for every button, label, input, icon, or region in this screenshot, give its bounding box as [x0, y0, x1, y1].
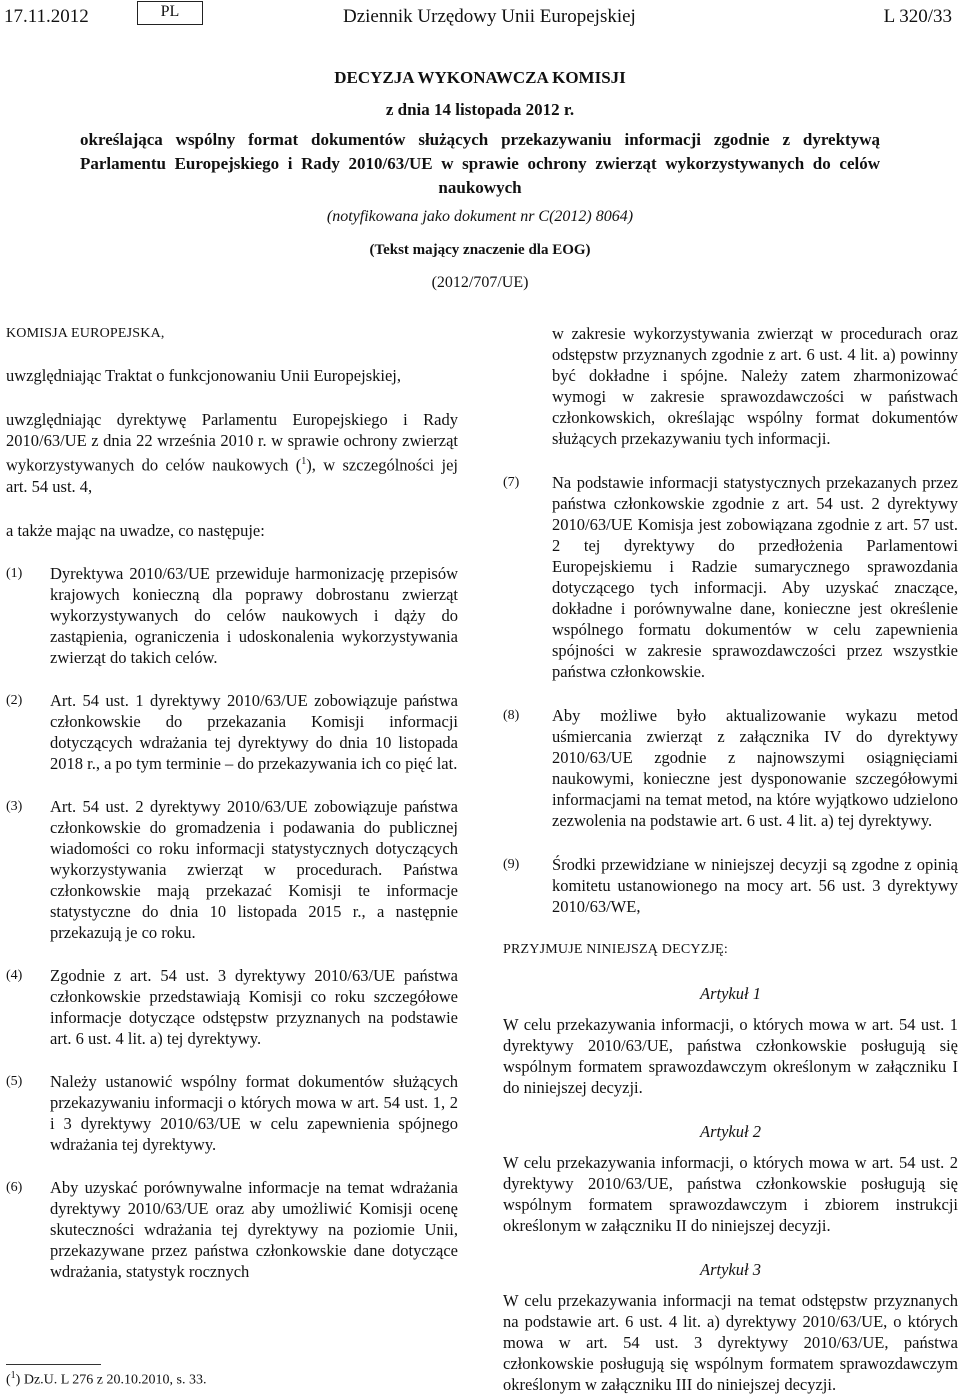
- recital-3: [6, 796, 458, 943]
- page-header: [0, 0, 960, 40]
- decision-subject: określająca wspólny format dokumentów służących przekazywaniu informacji zgodnie z dyrektywą Parlamentu Europejskiego i Rady 2010/63/UE w sprawie ochrony zwierząt wykorzystywanych do celów naukowych: [80, 130, 880, 197]
- decision-type: DECYZJA WYKONAWCZA KOMISJI: [334, 68, 626, 87]
- article-1-title: Artykuł 1: [700, 984, 761, 1003]
- footnote-ref[interactable]: 1: [301, 456, 307, 467]
- article-1-text: W celu przekazywania informacji, o których mowa w art. 54 ust. 1 dyrektywy 2010/63/UE, państwa członkowskie posługują się wspólnym formatem sprawozdawczym określonym w załączniku I do niniejszej decyzji.: [503, 1015, 958, 1097]
- recital-5: [6, 1071, 458, 1155]
- footnote-separator: [6, 1364, 101, 1365]
- recital-text: Art. 54 ust. 2 dyrektywy 2010/63/UE zobowiązuje państwa członkowskie do gromadzenia i podawania do publicznej wiadomości co roku informacji statystycznych dotyczących wykorzystywania zwierząt w procedurach. Państwa członkowskie mają przekazać Komisji te informacje statystyczne do dnia 10 listopada 2015 r., a następnie przekazują je co roku.: [50, 796, 458, 942]
- recital-number: (2): [6, 692, 23, 708]
- journal-title: Dziennik Urzędowy Unii Europejskiej: [343, 6, 636, 27]
- recital-6-continued: [503, 323, 958, 449]
- institution-name: KOMISJA EUROPEJSKA,: [6, 326, 165, 341]
- recital-text: Środki przewidziane w niniejszej decyzji są zgodne z opinią komitetu ustanowionego na mocy art. 56 ust. 3 dyrektywy 2010/63/WE,: [552, 855, 958, 916]
- citation-treaty: uwzględniając Traktat o funkcjonowaniu Unii Europejskiej,: [6, 366, 402, 385]
- recital-text: Należy ustanowić wspólny format dokumentów służących przekazywaniu informacji o których mowa w art. 54 ust. 1, 2 i 3 dyrektywy 2010/63/UE w celu zapewnienia spójnego wdrażania tej dyrektywy.: [50, 1071, 458, 1154]
- eea-relevance: (Tekst mający znaczenie dla EOG): [369, 242, 591, 258]
- recital-8: [503, 705, 958, 831]
- recital-text: Aby uzyskać porównywalne informacje na temat wdrażania dyrektywy 2010/63/UE oraz aby umożliwić Komisji ocenę skuteczności wdrażania tej dyrektywy na poziomie Unii, przekazywane przez państwa członkowskie dane dotyczące wdrażania, statystyk rocznych: [50, 1177, 458, 1281]
- recital-2: [6, 690, 458, 774]
- right-column: [503, 323, 958, 1395]
- recital-text: Aby możliwe było aktualizowanie wykazu metod uśmiercania zwierząt z załącznika IV do dyrektywy 2010/63/UE zgodnie z najnowszymi osiągnięciami naukowymi, konieczne jest dysponowanie szczegółowymi informacjami na temat metod, na które wyjątkowo udzielono zezwolenia na podstawie art. 6 ust. 4 lit. a) tej dyrektywy.: [552, 706, 958, 830]
- header-date: 17.11.2012: [4, 6, 89, 27]
- language-badge: PL: [137, 1, 203, 25]
- left-column: [6, 323, 458, 1282]
- article-3-title: Artykuł 3: [700, 1260, 761, 1279]
- footnote-text: ) Dz.U. L 276 z 20.10.2010, s. 33.: [15, 1372, 207, 1388]
- recital-text: Zgodnie z art. 54 ust. 3 dyrektywy 2010/63/UE państwa członkowskie przedstawiają Komisji co roku szczegółowe informacje dotyczące odstępstw przyznanych na podstawie art. 6 ust. 4 lit. a) tej dyrektywy.: [50, 965, 458, 1048]
- recital-7: [503, 472, 958, 682]
- article-2-text: W celu przekazywania informacji, o których mowa w art. 54 ust. 2 dyrektywy 2010/63/UE, państwa członkowskie posługują się wspólnym formatem sprawozdawczym i zbiorem instrukcji określonym w załączniku II do niniejszej decyzji.: [503, 1153, 958, 1235]
- recital-9: [503, 854, 958, 917]
- recital-text: Art. 54 ust. 1 dyrektywy 2010/63/UE zobowiązuje państwa członkowskie do przekazania Komisji informacji dotyczących wdrażania tej dyrektywy do dnia 10 listopada 2018 r., a po tym terminie – do przekazywania ich co pięć lat.: [50, 690, 458, 773]
- recital-number: (6): [6, 1179, 23, 1195]
- recital-number: (9): [503, 857, 520, 872]
- notification-note: (notyfikowana jako dokument nr C(2012) 8064): [326, 208, 634, 225]
- recital-number: (3): [6, 798, 23, 814]
- citation-directive: uwzględniając dyrektywę Parlamentu Europejskiego i Rady 2010/63/UE z dnia 22 września 2010 r. w sprawie ochrony zwierząt wykorzystywanych do celów naukowych ($^1$), w szczególności jej art. 54 ust. 4,: [6, 410, 458, 496]
- recital-text: Dyrektywa 2010/63/UE przewiduje harmonizację przepisów krajowych konieczną dla poprawy dobrostanu zwierząt wykorzystywanych do celów naukowych i dąży do zastąpienia, ograniczenia i udoskonalenia wykorzystywania zwierząt do takich celów.: [50, 563, 458, 667]
- footnote: ($^1$) Dz.U. L 276 z 20.10.2010, s. 33.: [6, 1370, 207, 1388]
- recital-number: (8): [503, 708, 520, 723]
- article-2-title: Artykuł 2: [700, 1122, 761, 1141]
- enacting-formula: PRZYJMUJE NINIEJSZĄ DECYZJĘ:: [503, 942, 728, 957]
- recital-1: [6, 563, 458, 668]
- footnote-number: 1: [10, 1370, 16, 1381]
- recital-number: (7): [503, 475, 520, 490]
- recital-number: (1): [6, 565, 23, 581]
- recital-number: (5): [6, 1073, 23, 1089]
- recital-6: [6, 1177, 458, 1282]
- decision-number: (2012/707/UE): [431, 274, 529, 291]
- recital-4: [6, 965, 458, 1049]
- article-3-text: W celu przekazywania informacji na temat odstępstw przyznanych na podstawie art. 6 ust. 4 lit. a) dyrektywy 2010/63/UE, o których mowa w art. 54 ust. 3 dyrektywy 2010/63/UE, państwa członkowskie posługują się wspólnym formatem sprawozdawczym określonym w załączniku III do niniejszej decyzji.: [503, 1291, 958, 1394]
- recital-number: (4): [6, 967, 23, 983]
- recital-text: w zakresie wykorzystywania zwierząt w procedurach oraz odstępstw przyznanych zgodnie z art. 6 ust. 4 lit. a) powinny być dokładne i spójne. Należy zatem zharmonizować wymogi w zakresie sprawozdawczości w państwach członkowskich, określając wspólny format dokumentów służących przekazywaniu tych informacji.: [552, 324, 958, 448]
- page-reference: L 320/33: [883, 6, 952, 27]
- recital-text: Na podstawie informacji statystycznych przekazanych przez państwa członkowskie zgodnie z art. 54 ust. 2 dyrektywy 2010/63/UE Komisja jest zobowiązana zgodnie z art. 57 ust. 2 tej dyrektywy do przedłożenia Parlamentowi Europejskiemu i Radzie sumarycznego sprawozdania dotyczącego tych informacji. Aby uzyskać znaczące, dokładne i porównywalne dane, konieczne jest określenie wspólnego formatu dokumentów w celu zapewnienia spójności w zakresie sprawozdawczości przez wszystkie państwa członkowskie.: [552, 473, 958, 681]
- decision-date: z dnia 14 listopada 2012 r.: [385, 100, 575, 119]
- whereas-intro: a także mając na uwadze, co następuje:: [6, 520, 265, 540]
